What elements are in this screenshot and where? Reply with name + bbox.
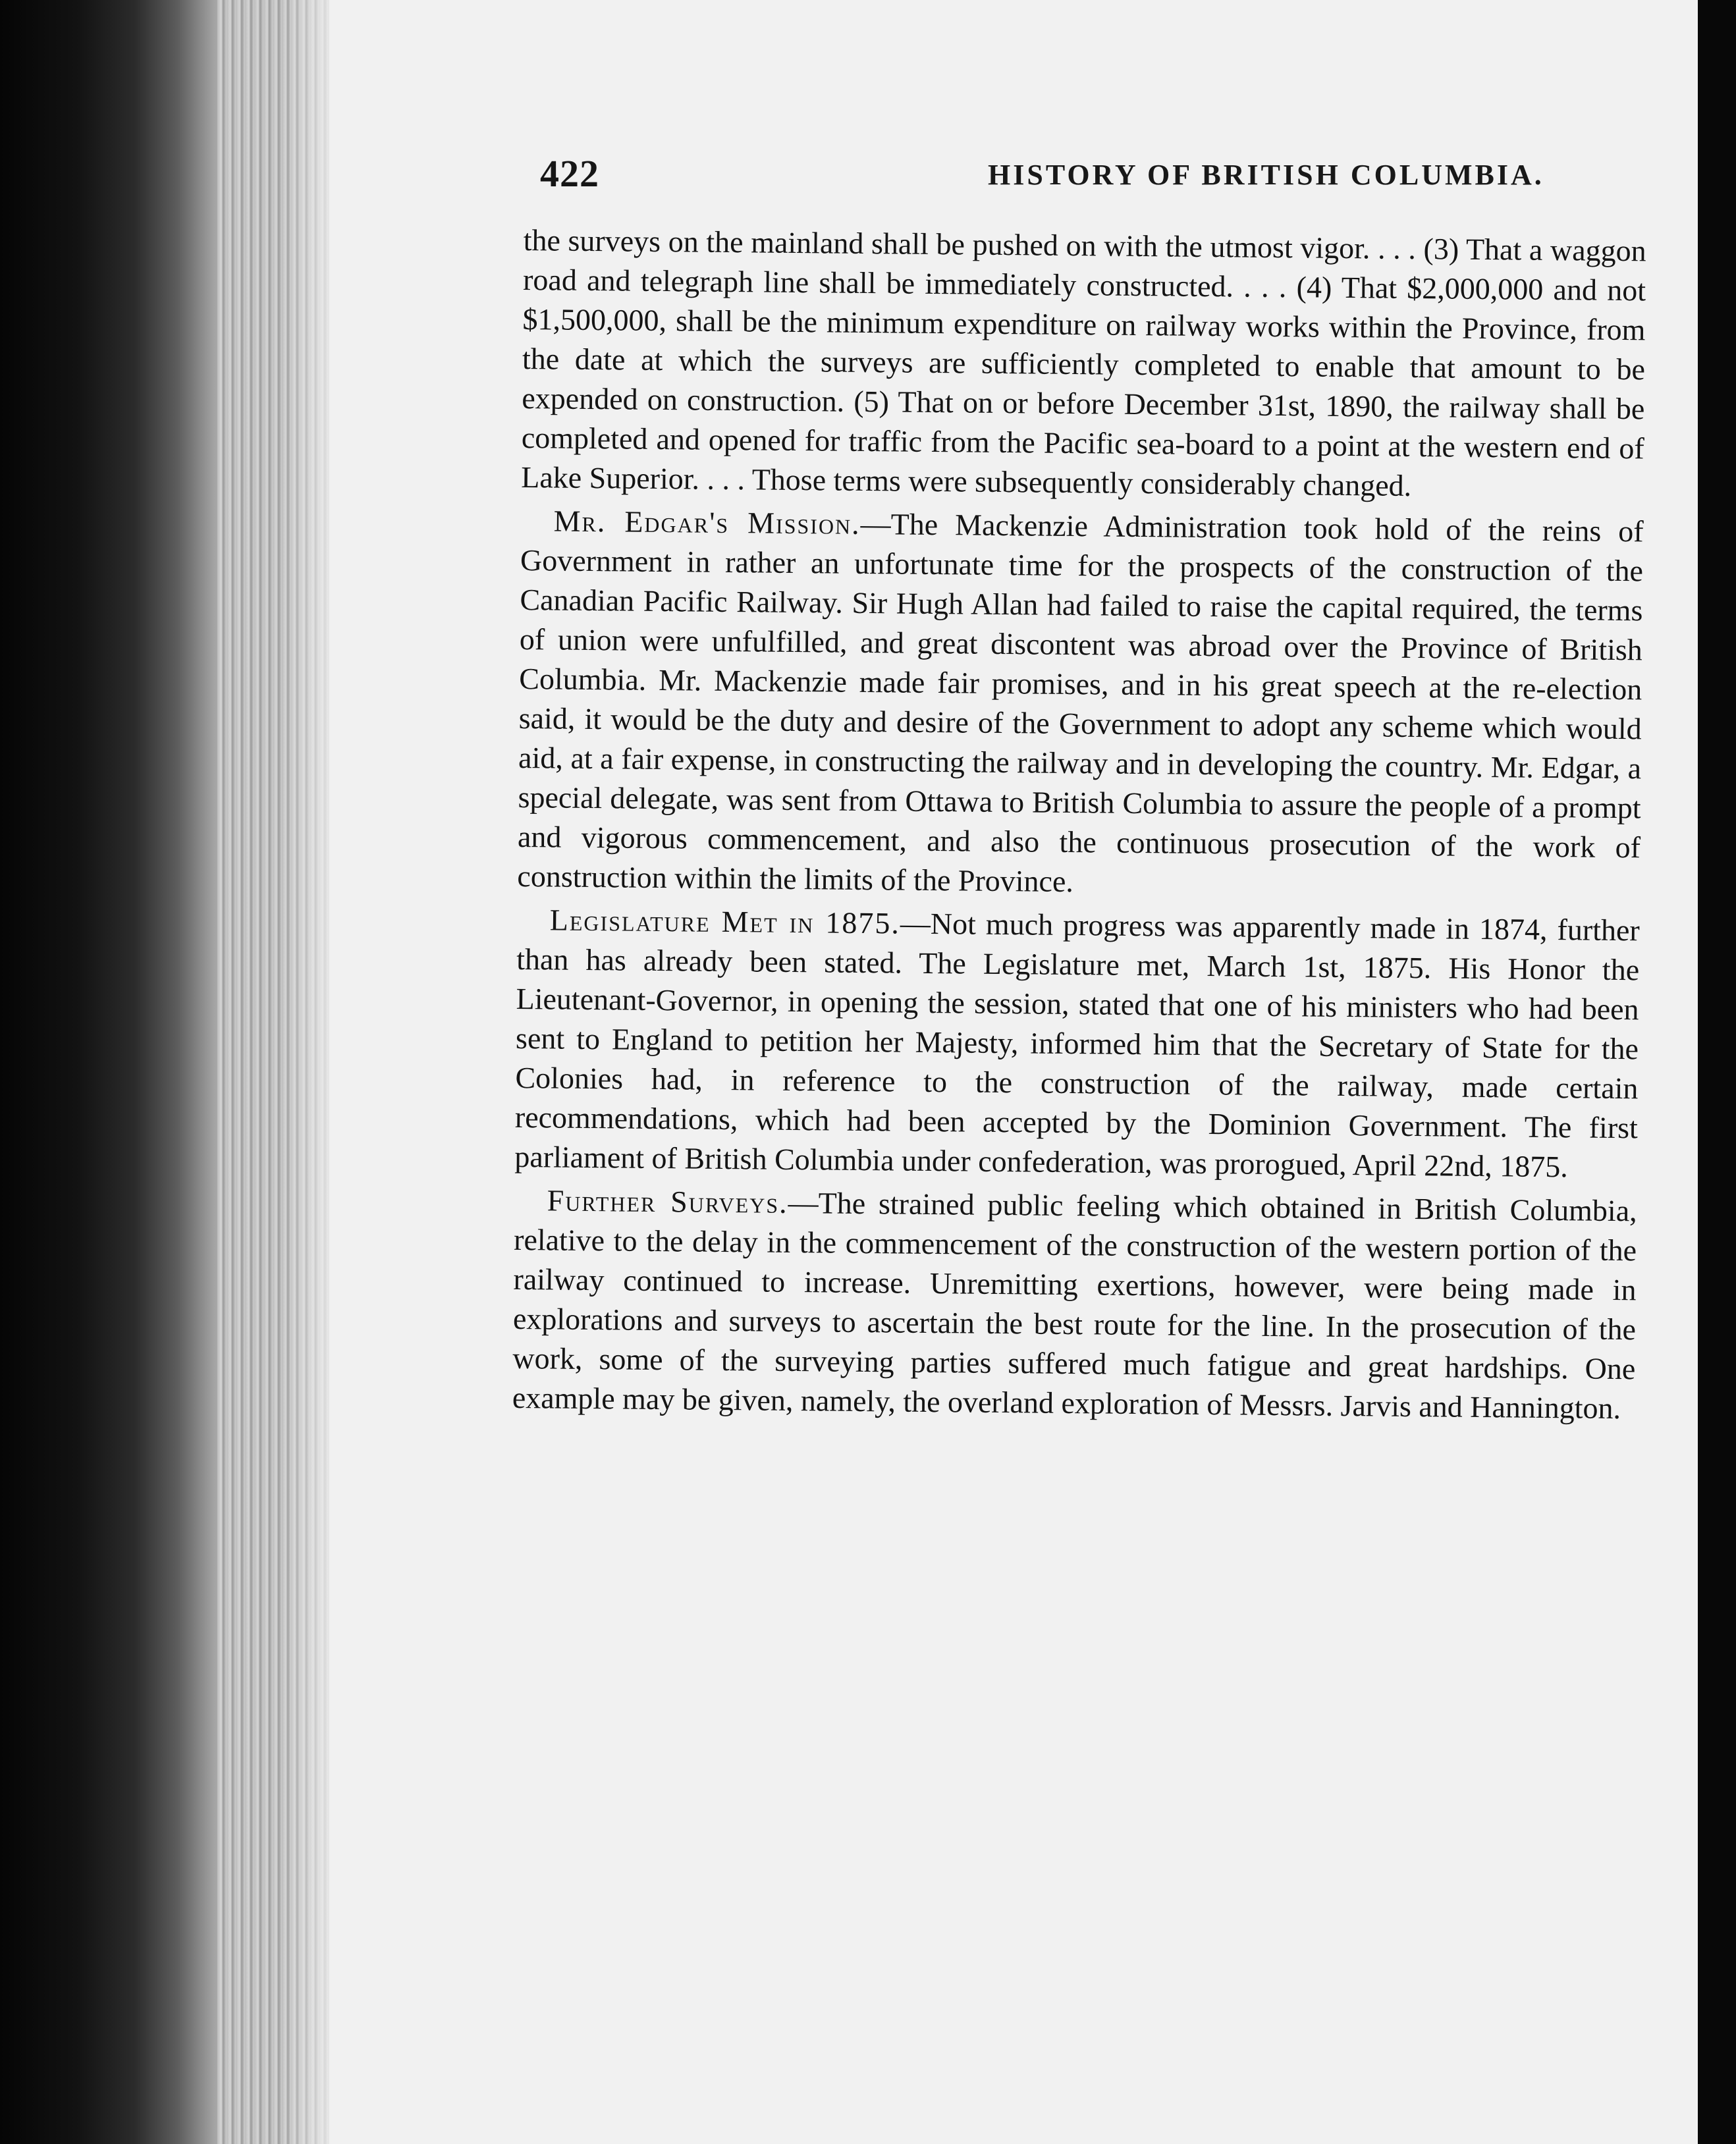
paragraph-continued: the surveys on the mainland shall be pushed on with the utmost vigor. . . . (3) That a waggon road and telegraph line shall be immediately constructed. . . . (4) That $2,000,000 and not $1,500,000, shall be the minimum expenditure on railway works within the Province, from the date at which the surveys are sufficiently completed to enable that amount to be expended on construction. (5) That on or before December 31st, 1890, the railway shall be completed and opened for traffic from the Pacific sea-board to a point at the western end of Lake Superior. . . . Those terms were subsequently considerably changed.	[521, 223, 1646, 502]
page-edge-fade	[283, 0, 342, 2144]
scanner-shadow-right	[1698, 0, 1736, 2144]
page-number: 422	[540, 152, 599, 195]
section-heading-further-surveys: Further Surveys.	[547, 1183, 788, 1219]
page-header-title: HISTORY OF BRITISH COLUMBIA.	[988, 159, 1544, 191]
paragraph-text: —The strained public feeling which obtained in British Columbia, relative to the delay in the commencement of the construction of the western portion of the railway continued to increase. Unremitting exertions, however, were being made in explorations and surveys to ascertain the best route for the line. In the prosecution of the work, some of the surveying parties suffered much fatigue and great hardships. One example may be given, namely, the overland exploration of Messrs. Jarvis and Hannington.	[512, 1185, 1637, 1426]
running-head	[540, 151, 1646, 198]
body-text	[512, 221, 1646, 1428]
book-page	[342, 0, 1698, 2144]
paragraph-text: —The Mackenzie Administration took hold of the reins of Government in rather an unfortunate time for the prospects of the construction of the Canadian Pacific Railway. Sir Hugh Allan had failed to raise the capital required, the terms of union were unfulfilled, and great discontent was abroad over the Province of British Columbia. Mr. Mackenzie made fair promises, and in his great speech at the re-election said, it would be the duty and desire of the Government to adopt any scheme which would aid, at a fair expense, in constructing the railway and in developing the country. Mr. Edgar, a special delegate, was sent from Ottawa to British Columbia to assure the people of a prompt and vigorous commencement, and also the continuous prosecution of the work of construction within the limits of the Province.	[517, 506, 1644, 899]
paragraph-further-surveys	[512, 1181, 1637, 1428]
paragraph-edgars-mission	[517, 501, 1644, 907]
section-heading-legislature: Legislature Met in 1875.	[549, 903, 901, 940]
scanner-shadow-left	[0, 0, 217, 2144]
section-heading-edgars-mission: Mr. Edgar's Mission.	[553, 504, 861, 541]
paragraph-legislature-1875	[514, 900, 1640, 1187]
paragraph-text: —Not much progress was apparently made in 1874, further than has already been stated. The Legislature met, March 1st, 1875. His Honor the Lieutenant-Governor, in opening the session, stated that one of his ministers who had been sent to England to petition her Majesty, informed him that the Secretary of State for the Colonies had, in reference to the construction of the railway, made certain recommendations, which had been accepted by the Dominion Government. The first parliament of British Columbia under confederation, was prorogued, April 22nd, 1875.	[514, 906, 1640, 1184]
